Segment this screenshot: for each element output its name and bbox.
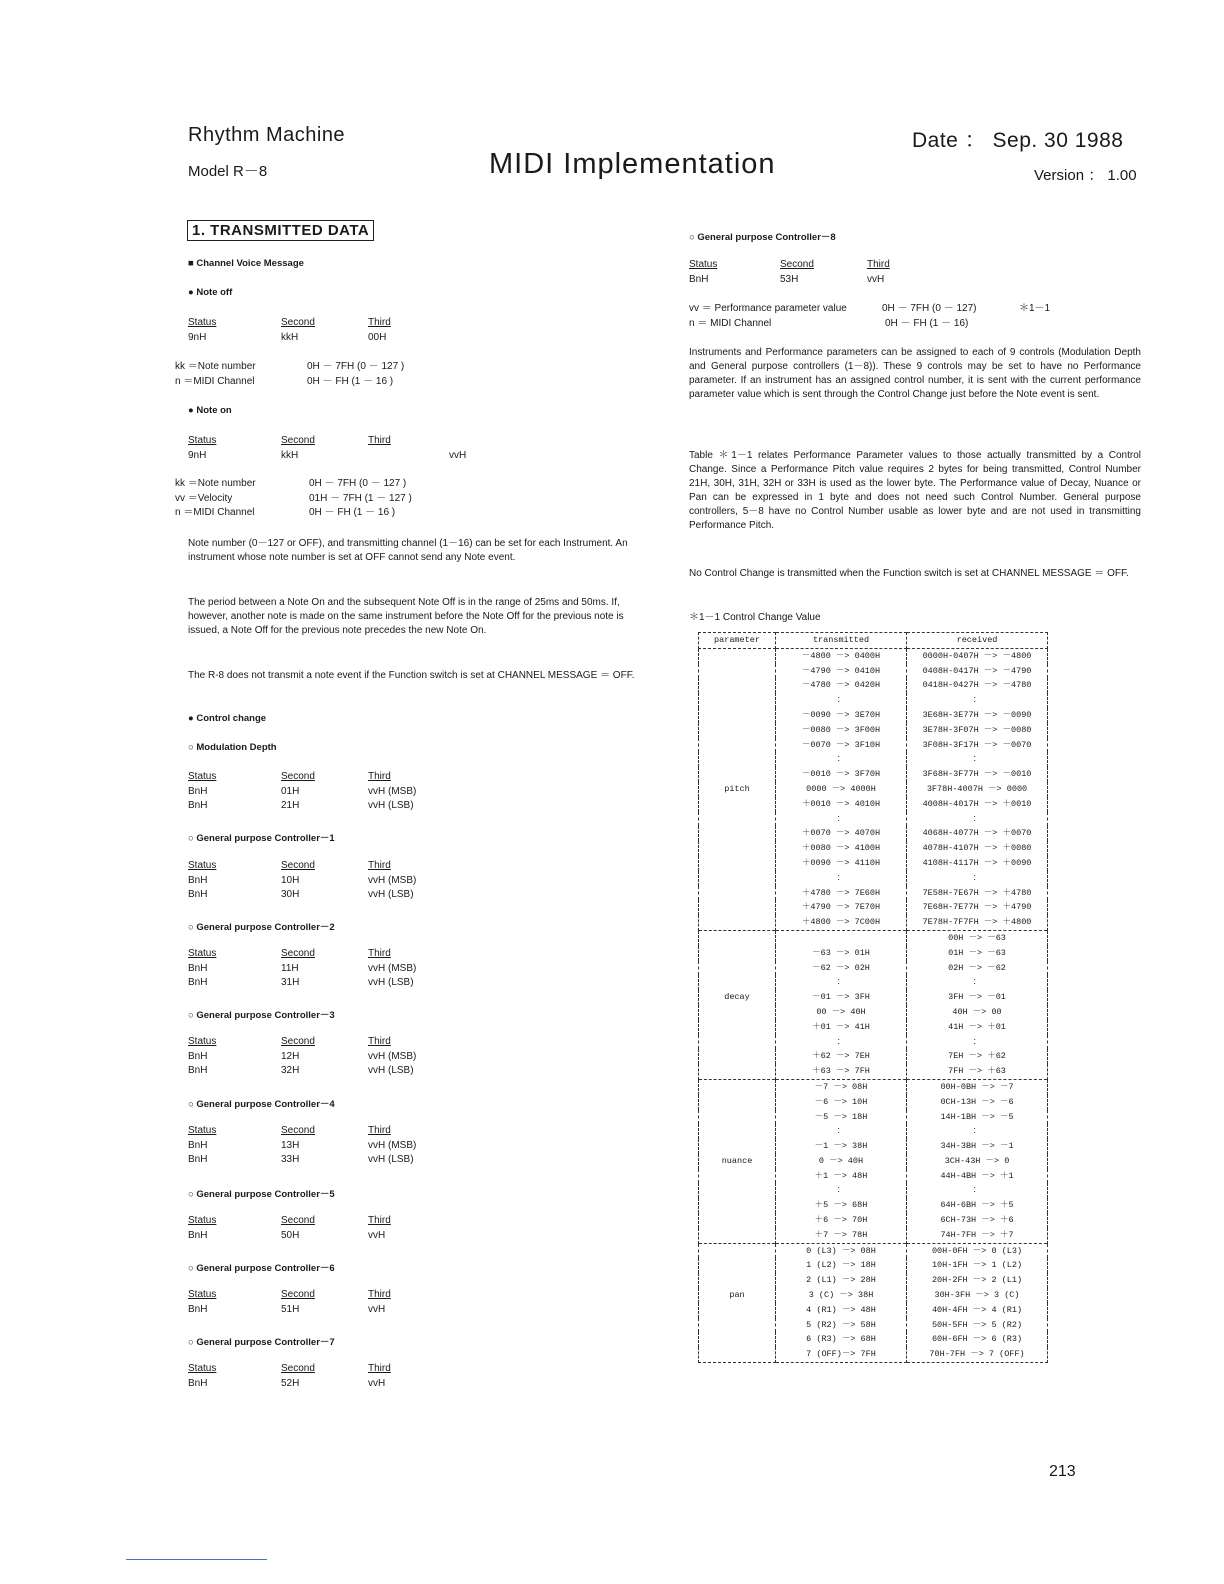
transmitted-cell: 0 －> 40H [776,1154,907,1169]
header-parameter: parameter [699,633,776,649]
parameter-cell [699,856,776,871]
table-row [699,1169,1048,1184]
note-on-table: Status Second Third 9nH kkH vvH [188,435,467,461]
table-row [699,1258,1048,1273]
transmitted-cell: ： [776,693,907,708]
transmitted-cell: ＋62 －> 7EH [776,1049,907,1064]
parameter-cell [699,841,776,856]
transmitted-cell: 2 (L1) －> 28H [776,1273,907,1288]
header-received: received [907,633,1048,649]
received-cell: 00H-0BH －> －7 [907,1079,1048,1094]
page-title: MIDI Implementation [489,148,776,180]
transmitted-cell: ＋4780 －> 7E60H [776,886,907,901]
received-cell: 20H-2FH －> 2 (L1) [907,1273,1048,1288]
received-cell: 6CH-73H －> ＋6 [907,1213,1048,1228]
transmitted-cell: ＋0080 －> 4100H [776,841,907,856]
parameter-cell [699,871,776,886]
note-paragraph-2: The period between a Note On and the subsequent Note Off is in the range of 25ms and 50ms. If, however, another note is made on the same instrument before the Note Off for the previous note is issued, a Note Off for the previous note precedes the new Note On. [188,597,624,636]
header-transmitted: transmitted [776,633,907,649]
received-cell: ： [907,975,1048,990]
table-row [699,1213,1048,1228]
table-row [699,752,1048,767]
table-row [699,1318,1048,1333]
received-cell: 7EH －> ＋62 [907,1049,1048,1064]
controller-block: ○ General purpose Controller－5 [188,1189,335,1200]
controller-block: ○ General purpose Controller－2 [188,922,335,933]
received-cell: 3F68H-3F77H －> －0010 [907,767,1048,782]
page-number: 213 [1049,1463,1076,1480]
controller-block: ○ General purpose Controller－3 [188,1010,335,1021]
received-cell: 00H-0FH －> 0 (L3) [907,1243,1048,1258]
parameter-cell [699,1183,776,1198]
transmitted-cell: －0010 －> 3F70H [776,767,907,782]
received-cell: 3E68H-3E77H －> －0090 [907,708,1048,723]
transmitted-cell: ＋1 －> 48H [776,1169,907,1184]
received-cell: 3FH －> －01 [907,990,1048,1005]
note-off-heading: ● Note off [188,287,233,298]
received-cell: 3E78H-3F07H －> －0080 [907,723,1048,738]
transmitted-cell: ＋4800 －> 7C00H [776,915,907,930]
received-cell: 44H-4BH －> ＋1 [907,1169,1048,1184]
transmitted-cell: －4790 －> 0410H [776,664,907,679]
transmitted-cell: －5 －> 18H [776,1110,907,1125]
received-cell: 34H-3BH －> －1 [907,1139,1048,1154]
received-cell: ： [907,812,1048,827]
table-row [699,975,1048,990]
received-cell: 70H-7FH －> 7 (OFF) [907,1347,1048,1362]
received-cell: 41H －> ＋01 [907,1020,1048,1035]
table-row [699,1064,1048,1079]
parameter-cell [699,900,776,915]
received-cell: ： [907,1035,1048,1050]
table-row [699,1332,1048,1347]
parameter-cell [699,1035,776,1050]
received-cell: 74H-7FH －> ＋7 [907,1228,1048,1243]
table-row [699,1124,1048,1139]
parameter-cell [699,961,776,976]
transmitted-cell: ＋7 －> 78H [776,1228,907,1243]
note-off-table: Status Second Third 9nH kkH 00H [188,317,391,343]
transmitted-cell [776,930,907,945]
parameter-cell [699,664,776,679]
parameter-cell [699,886,776,901]
parameter-cell [699,678,776,693]
channel-voice-heading: ■ Channel Voice Message [188,258,304,269]
table-row [699,664,1048,679]
transmitted-cell: －4800 －> 0400H [776,648,907,663]
parameter-cell [699,1079,776,1094]
parameter-cell [699,648,776,663]
table-row [699,1198,1048,1213]
parameter-cell [699,1095,776,1110]
parameter-cell [699,1124,776,1139]
received-cell: 01H －> －63 [907,946,1048,961]
received-cell: 0408H-0417H －> －4790 [907,664,1048,679]
transmitted-cell: 1 (L2) －> 18H [776,1258,907,1273]
received-cell: 40H －> 00 [907,1005,1048,1020]
transmitted-cell: ： [776,871,907,886]
received-cell: 0CH-13H －> －6 [907,1095,1048,1110]
received-cell: 60H-6FH －> 6 (R3) [907,1332,1048,1347]
parameter-cell [699,1005,776,1020]
table-row [699,871,1048,886]
received-cell: 10H-1FH －> 1 (L2) [907,1258,1048,1273]
parameter-cell [699,826,776,841]
transmitted-cell: ： [776,975,907,990]
parameter-cell [699,930,776,945]
received-cell: 02H －> －62 [907,961,1048,976]
table-row [699,990,1048,1005]
parameter-cell [699,1303,776,1318]
parameter-cell [699,1258,776,1273]
controller-block: ○ General purpose Controller－1 [188,833,335,844]
transmitted-cell: －0070 －> 3F10H [776,738,907,753]
table-row [699,1095,1048,1110]
transmitted-cell: －62 －> 02H [776,961,907,976]
controller-block: ○ General purpose Controller－6 [188,1263,335,1274]
parameter-cell [699,1347,776,1362]
transmitted-cell: 0 (L3) －> 08H [776,1243,907,1258]
transmitted-cell: －01 －> 3FH [776,990,907,1005]
transmitted-cell: ＋0070 －> 4070H [776,826,907,841]
section-heading: 1. TRANSMITTED DATA [187,220,374,241]
table-row [699,1049,1048,1064]
note-paragraph-3: The R-8 does not transmit a note event if the Function switch is set at CHANNEL MESSAGE ＝ OFF. [188,670,635,681]
parameter-cell [699,1198,776,1213]
controller-table: Status Second Third BnH 13H vvH (MSB) BnH 33H vvH (LSB) [188,1125,417,1165]
table-row [699,1079,1048,1094]
parameter-cell [699,1213,776,1228]
transmitted-cell: ＋0010 －> 4010H [776,797,907,812]
transmitted-cell: ： [776,1124,907,1139]
version-label: Version ： 1.00 [1034,167,1137,184]
gp8-heading: ○ General purpose Controller－8 [689,232,836,243]
transmitted-cell: ＋4790 －> 7E70H [776,900,907,915]
date-label: Date ： Sep. 30 1988 [912,129,1124,152]
transmitted-cell: －1 －> 38H [776,1139,907,1154]
transmitted-cell: 00 －> 40H [776,1005,907,1020]
received-cell: 3F08H-3F17H －> －0070 [907,738,1048,753]
transmitted-cell: －0080 －> 3F00H [776,723,907,738]
controller-table: Status Second Third BnH 50H vvH [188,1215,391,1241]
table-row [699,826,1048,841]
parameter-cell [699,693,776,708]
transmitted-cell: ： [776,752,907,767]
parameter-cell [699,1169,776,1184]
transmitted-cell: 6 (R3) －> 68H [776,1332,907,1347]
note-paragraph-1: Note number (0－127 or OFF), and transmitting channel (1－16) can be set for each Instrument. An instrument whose note number is set at OFF cannot send any Note event. [188,538,628,563]
parameter-cell [699,1273,776,1288]
parameter-cell [699,1318,776,1333]
controller-block: ○ General purpose Controller－4 [188,1099,335,1110]
parameter-cell [699,1243,776,1258]
model-name: Model R－8 [188,163,268,180]
parameter-cell [699,975,776,990]
controller-table: Status Second Third BnH 52H vvH [188,1363,391,1389]
table-row [699,708,1048,723]
received-cell: 64H-6BH －> ＋5 [907,1198,1048,1213]
received-cell: 40H-4FH －> 4 (R1) [907,1303,1048,1318]
table-row [699,767,1048,782]
transmitted-cell: ： [776,812,907,827]
parameter-cell [699,752,776,767]
transmitted-cell: ＋6 －> 70H [776,1213,907,1228]
received-cell: 4078H-4107H －> ＋0080 [907,841,1048,856]
parameter-cell: pitch [699,782,776,797]
received-cell: ： [907,1183,1048,1198]
table-row [699,1035,1048,1050]
right-paragraph-3: No Control Change is transmitted when the Function switch is set at CHANNEL MESSAGE ＝ OFF. [689,568,1129,579]
table-row [699,1288,1048,1303]
transmitted-cell: －7 －> 08H [776,1079,907,1094]
received-cell: 0000H-0407H －> －4800 [907,648,1048,663]
transmitted-cell: －6 －> 10H [776,1095,907,1110]
parameter-cell [699,708,776,723]
received-cell: ： [907,1124,1048,1139]
parameter-cell [699,767,776,782]
table-row [699,812,1048,827]
received-cell: 4068H-4077H －> ＋0070 [907,826,1048,841]
right-paragraph-1: Instruments and Performance parameters can be assigned to each of 9 controls (Modulation Depth and General purpose controllers (1－8)). These 9 controls may be set to have no Performance parameter. If an instrument has an assigned control number, it is sent with the current performance parameter value which is sent through the Control Change just before the Note event is sent. [689,347,1141,400]
table-row [699,1347,1048,1362]
table-row [699,782,1048,797]
controller-table: Status Second Third BnH 11H vvH (MSB) BnH 31H vvH (LSB) [188,948,417,988]
note-off-defs: kk ＝Note number 0H － 7FH (0 － 127 ) n ＝MIDI Channel 0H － FH (1 － 16 ) [175,361,405,387]
received-cell: 30H-3FH －> 3 (C) [907,1288,1048,1303]
transmitted-cell: 3 (C) －> 38H [776,1288,907,1303]
transmitted-cell: 0000 －> 4000H [776,782,907,797]
gp8-defs: vv ＝ Performance parameter value 0H － 7FH (0 － 127) ＊1－1 n ＝ MIDI Channel 0H － FH (1 － 16) [689,303,1051,329]
note-on-heading: ● Note on [188,405,232,416]
table-row [699,1110,1048,1125]
machine-type: Rhythm Machine [188,124,346,146]
received-cell: 4008H-4017H －> ＋0010 [907,797,1048,812]
table-row [699,648,1048,663]
transmitted-cell: 4 (R1) －> 48H [776,1303,907,1318]
table-row [699,723,1048,738]
controller-block: ○ General purpose Controller－7 [188,1337,335,1348]
table-row [699,1183,1048,1198]
parameter-cell [699,797,776,812]
table-row [699,1243,1048,1258]
received-cell: 7E68H-7E77H －> ＋4790 [907,900,1048,915]
transmitted-cell: 7 (OFF)－> 7FH [776,1347,907,1362]
table-row [699,946,1048,961]
transmitted-cell: －63 －> 01H [776,946,907,961]
parameter-cell [699,1020,776,1035]
parameter-cell [699,1064,776,1079]
controller-block: ○ Modulation Depth [188,742,277,753]
controller-table: Status Second Third BnH 51H vvH [188,1289,391,1315]
parameter-cell: nuance [699,1154,776,1169]
transmitted-cell: ： [776,1035,907,1050]
transmitted-cell: ＋63 －> 7FH [776,1064,907,1079]
table-row [699,693,1048,708]
parameter-cell [699,1110,776,1125]
controller-table: Status Second Third BnH 12H vvH (MSB) BnH 32H vvH (LSB) [188,1036,417,1076]
parameter-cell [699,1228,776,1243]
right-paragraph-2: Table ＊1－1 relates Performance Parameter values to those actually transmitted by a Control Change. Since a Performance Pitch value requires 2 bytes for being transmitted, Control Number 21H, 30H, 31H, 32H or 33H is used as the lower byte. The Performance value of Decay, Nuance or Pan can be expressed in 1 byte and does not need such Control Number. General purpose controllers, 5－8 have no Control Number usable as lower byte and are not used in transmitting Performance Pitch. [689,450,1141,531]
table-row [699,915,1048,930]
table-row [699,678,1048,693]
table-row [699,1154,1048,1169]
table-caption: ＊1－1 Control Change Value [689,612,821,623]
received-cell: 50H-5FH －> 5 (R2) [907,1318,1048,1333]
table-row [699,1005,1048,1020]
received-cell: 7E78H-7F7FH －> ＋4800 [907,915,1048,930]
controller-table: Status Second Third BnH 01H vvH (MSB) BnH 21H vvH (LSB) [188,771,417,811]
transmitted-cell: －0090 －> 3E70H [776,708,907,723]
received-cell: 4108H-4117H －> ＋0090 [907,856,1048,871]
table-row [699,1228,1048,1243]
table-row [699,841,1048,856]
table-row [699,930,1048,945]
parameter-cell [699,1049,776,1064]
received-cell: 7E58H-7E67H －> ＋4780 [907,886,1048,901]
transmitted-cell: ＋5 －> 68H [776,1198,907,1213]
received-cell: 3CH-43H －> 0 [907,1154,1048,1169]
table-row [699,1303,1048,1318]
control-change-heading: ● Control change [188,713,267,724]
transmitted-cell: －4780 －> 0420H [776,678,907,693]
transmitted-cell: ＋01 －> 41H [776,1020,907,1035]
parameter-cell [699,1332,776,1347]
transmitted-cell: 5 (R2) －> 58H [776,1318,907,1333]
received-cell: ： [907,752,1048,767]
parameter-cell: pan [699,1288,776,1303]
transmitted-cell: ： [776,1183,907,1198]
footer-rule [126,1559,267,1560]
received-cell: 0418H-0427H －> －4780 [907,678,1048,693]
note-on-defs: kk ＝Note number 0H － 7FH (0 － 127 ) vv ＝Velocity 01H － 7FH (1 － 127 ) n ＝MIDI Channel 0H － FH (1 － 16 ) [175,478,412,518]
transmitted-cell: ＋0090 －> 4110H [776,856,907,871]
table-row [699,961,1048,976]
table-row [699,738,1048,753]
controller-table: Status Second Third BnH 10H vvH (MSB) BnH 30H vvH (LSB) [188,860,417,900]
gp8-table: Status Second Third BnH 53H vvH [689,259,890,285]
control-change-table [698,632,1048,1363]
parameter-cell [699,1139,776,1154]
table-row [699,856,1048,871]
table-row [699,886,1048,901]
parameter-cell [699,946,776,961]
received-cell: 00H －> －63 [907,930,1048,945]
parameter-cell [699,812,776,827]
table-row [699,1139,1048,1154]
received-cell: 3F78H-4007H －> 0000 [907,782,1048,797]
received-cell: 14H-1BH －> －5 [907,1110,1048,1125]
parameter-cell: decay [699,990,776,1005]
received-cell: 7FH －> ＋63 [907,1064,1048,1079]
table-row [699,797,1048,812]
parameter-cell [699,738,776,753]
parameter-cell [699,723,776,738]
table-row [699,900,1048,915]
parameter-cell [699,915,776,930]
received-cell: ： [907,693,1048,708]
table-row [699,1020,1048,1035]
received-cell: ： [907,871,1048,886]
table-row [699,1273,1048,1288]
